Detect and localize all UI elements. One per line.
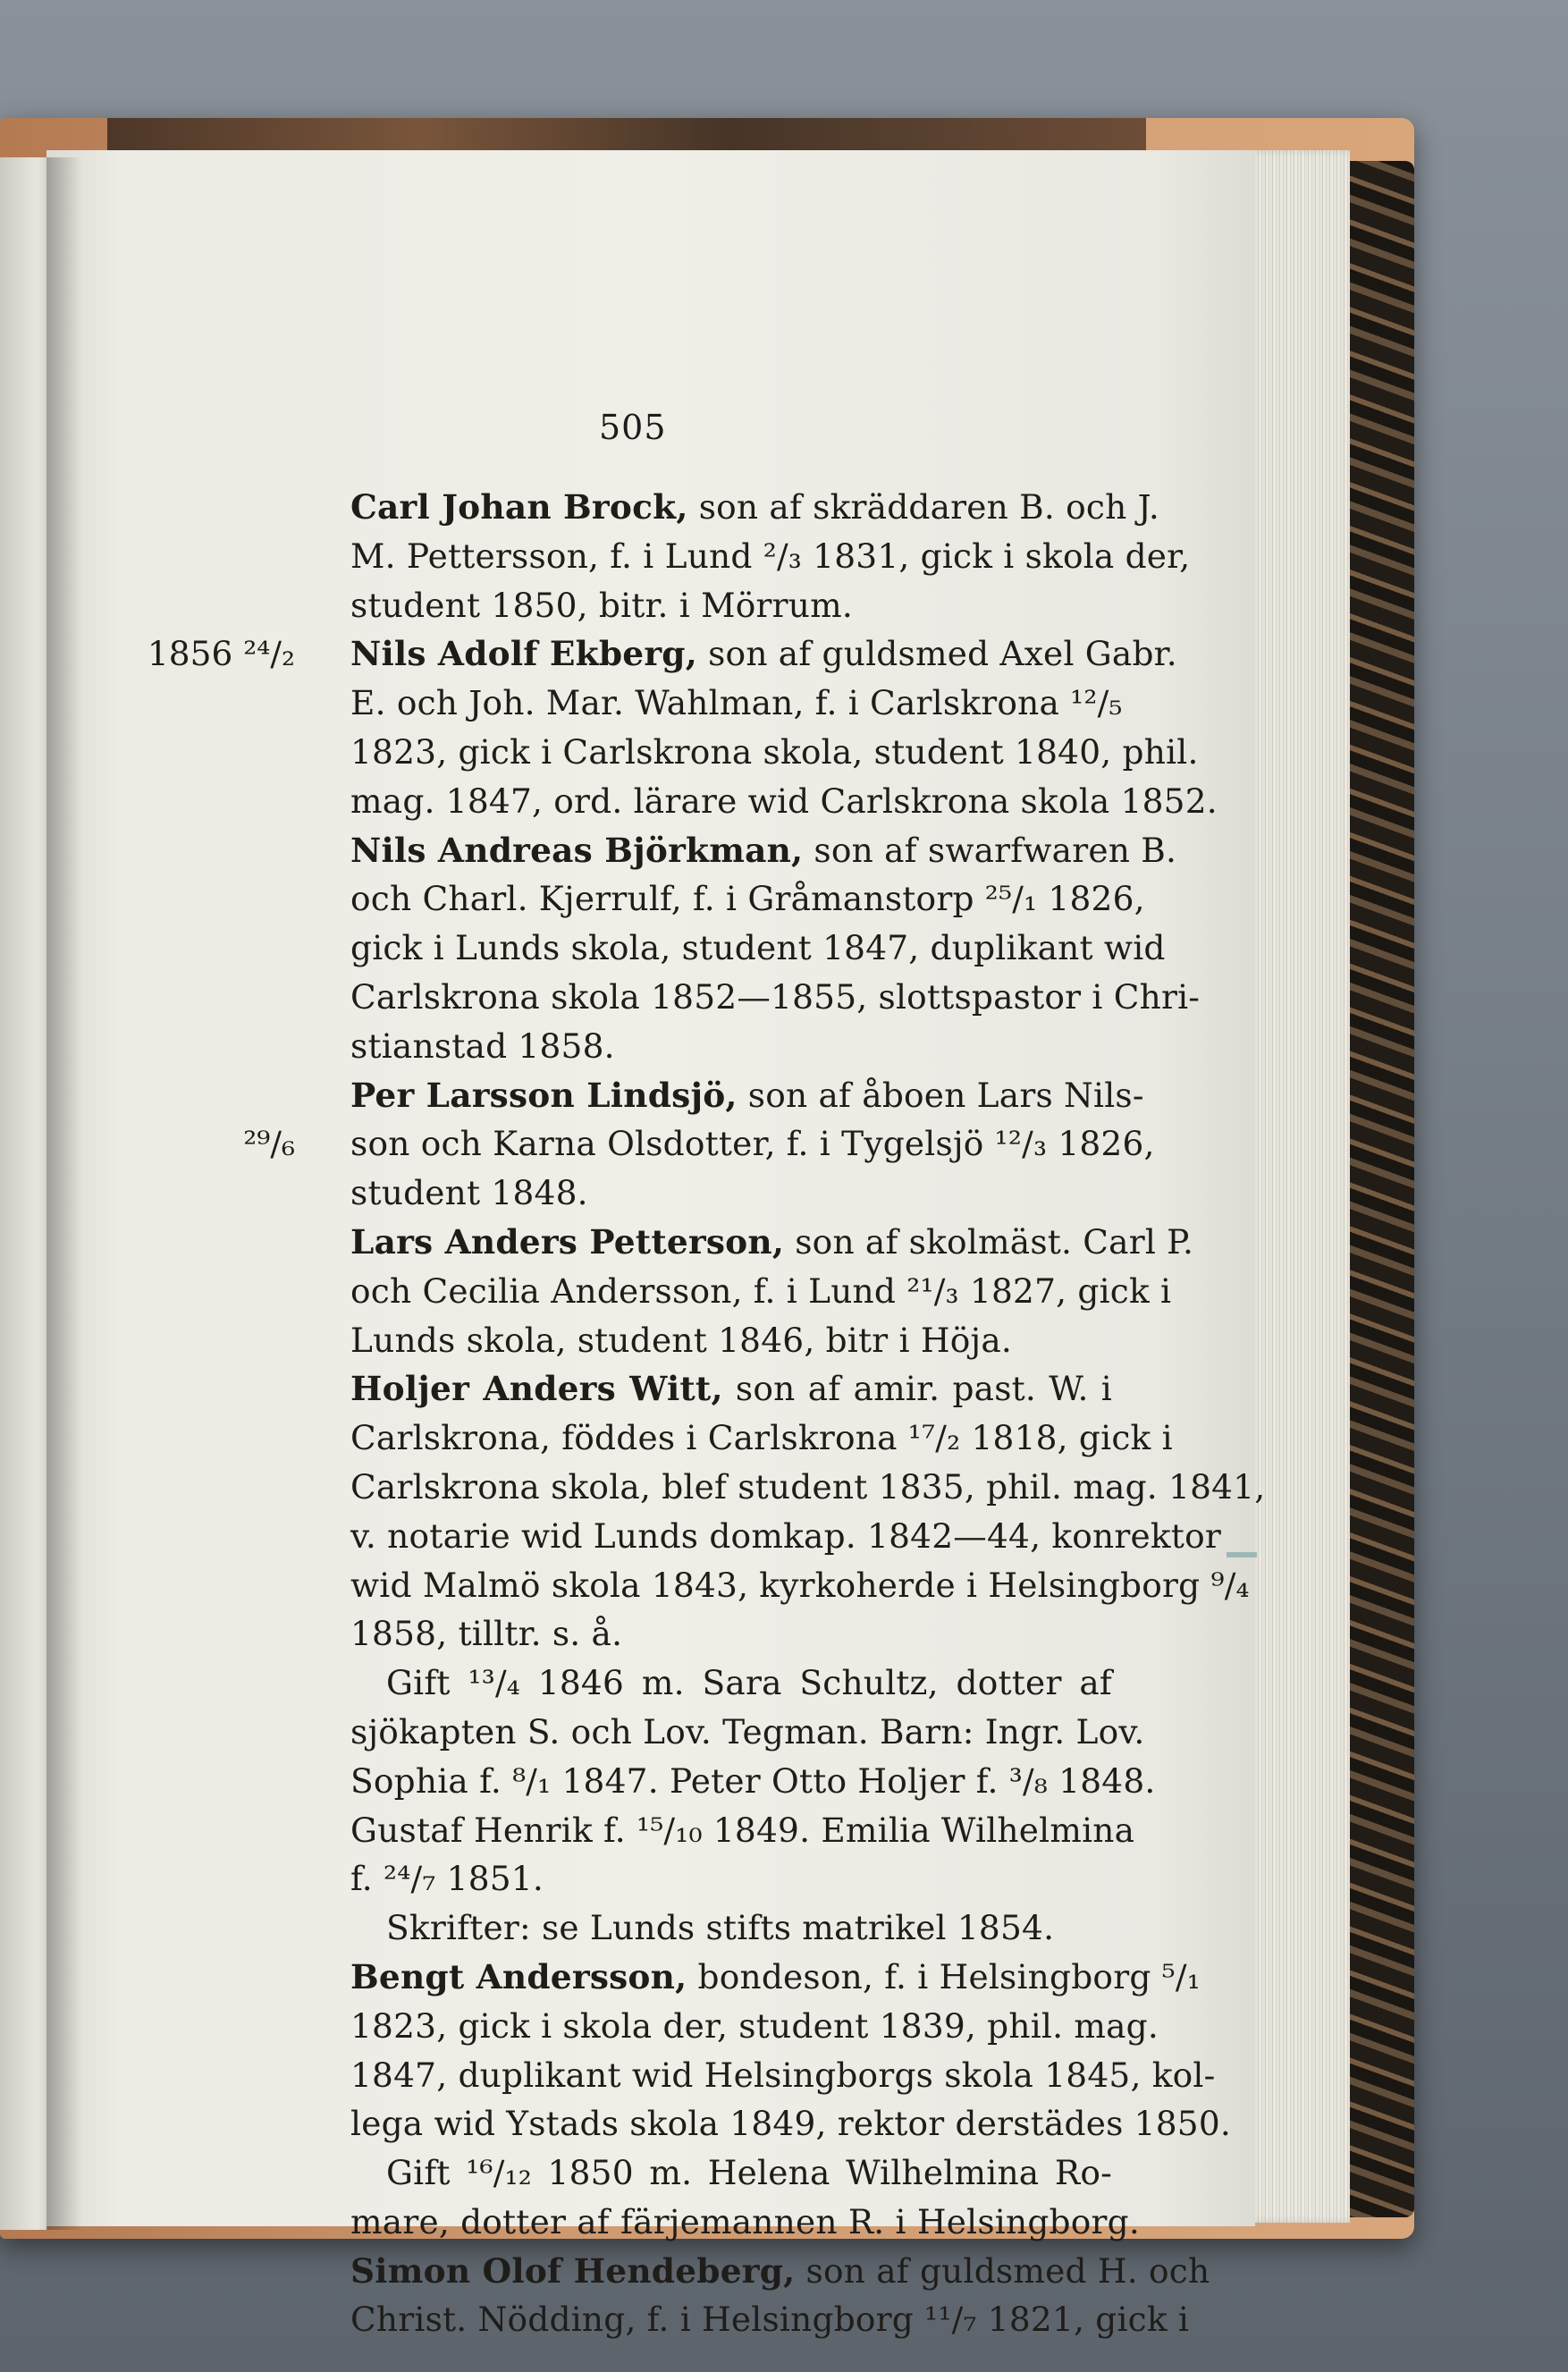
marbled-edge bbox=[1348, 161, 1414, 2217]
line-text: son af swarfwaren B. bbox=[803, 830, 1177, 870]
line-text: Christ. Nödding, f. i Helsingborg ¹¹/₇ 1821, gick i bbox=[350, 2300, 1190, 2340]
line-text: son och Karna Olsdotter, f. i Tygelsjö ¹²/₃ 1826, bbox=[350, 1124, 1155, 1164]
line-text: f. ²⁴/₇ 1851. bbox=[350, 1859, 544, 1899]
text-line bbox=[350, 483, 1160, 532]
text-line bbox=[350, 826, 1177, 875]
text-line bbox=[350, 1071, 1144, 1120]
text-line bbox=[350, 2002, 1159, 2051]
margin-date: 1856 ²⁴/₂ bbox=[147, 634, 295, 674]
text-line bbox=[350, 2247, 1210, 2296]
text-line bbox=[350, 1953, 1201, 2002]
line-text: Gift ¹³/₄ 1846 m. Sara Schultz, dotter af bbox=[386, 1663, 1112, 1703]
line-text: Carlskrona skola 1852—1855, slottspastor i Chri- bbox=[350, 976, 1201, 1017]
text-line bbox=[350, 777, 1218, 826]
line-text: student 1848. bbox=[350, 1173, 588, 1213]
text-line bbox=[350, 1806, 1135, 1855]
text-line bbox=[350, 728, 1199, 777]
line-text: bondeson, f. i Helsingborg ⁵/₁ bbox=[687, 1956, 1201, 1996]
text-line bbox=[350, 1609, 1112, 1659]
line-text: Gustaf Henrik f. ¹⁵/₁₀ 1849. Emilia Wilhelmina bbox=[350, 1810, 1135, 1850]
book-page bbox=[46, 150, 1266, 2340]
text-line bbox=[350, 1364, 1112, 1414]
text-line bbox=[350, 1169, 1112, 1218]
text-line bbox=[350, 924, 1166, 973]
person-name: Bengt Andersson, bbox=[350, 1956, 687, 1996]
line-text: sjökapten S. och Lov. Tegman. Barn: Ingr. Lov. bbox=[350, 1711, 1145, 1752]
left-page bbox=[0, 157, 48, 2230]
text-line bbox=[350, 1267, 1172, 1316]
line-text: Skrifter: se Lunds stifts matrikel 1854. bbox=[386, 1908, 1055, 1948]
bookmark-strip bbox=[1227, 1552, 1257, 1557]
line-text: 1858, tilltr. s. å. bbox=[350, 1614, 623, 1654]
line-text: Carlskrona skola, blef student 1835, phil. mag. 1841, bbox=[350, 1466, 1266, 1507]
line-text: 1823, gick i skola der, student 1839, phil. mag. bbox=[350, 2005, 1159, 2046]
line-text: student 1850, bitr. i Mörrum. bbox=[350, 585, 853, 625]
text-line bbox=[350, 1904, 1112, 1953]
text-line bbox=[350, 2148, 1112, 2198]
line-text: M. Pettersson, f. i Lund ²/₃ 1831, gick i skola der, bbox=[350, 536, 1191, 576]
person-name: Holjer Anders Witt, bbox=[350, 1369, 723, 1409]
line-text: och Charl. Kjerrulf, f. i Gråmanstorp ²⁵/₁ 1826, bbox=[350, 879, 1145, 919]
line-text: Gift ¹⁶/₁₂ 1850 m. Helena Wilhelmina Ro- bbox=[386, 2153, 1112, 2193]
text-line bbox=[350, 2051, 1216, 2100]
text-line bbox=[350, 2295, 1190, 2344]
gutter-shadow bbox=[46, 157, 82, 2230]
text-line bbox=[350, 1659, 1112, 1708]
line-text: gick i Lunds skola, student 1847, duplikant wid bbox=[350, 928, 1166, 968]
text-line bbox=[350, 581, 1112, 630]
text-line bbox=[350, 629, 1177, 679]
line-text: son af amir. past. W. i bbox=[722, 1369, 1112, 1409]
text-line bbox=[350, 2099, 1232, 2148]
line-text: Lunds skola, student 1846, bitr i Höja. bbox=[350, 1320, 1013, 1360]
person-name: Per Larsson Lindsjö, bbox=[350, 1075, 738, 1115]
text-line bbox=[350, 1022, 1112, 1071]
line-text: och Cecilia Andersson, f. i Lund ²¹/₃ 1827, gick i bbox=[350, 1270, 1172, 1311]
line-text: 1847, duplikant wid Helsingborgs skola 1845, kol- bbox=[350, 2055, 1216, 2095]
text-line bbox=[350, 1218, 1194, 1267]
line-text: mare, dotter af färjemannen R. i Helsingborg. bbox=[350, 2201, 1140, 2241]
page-number: 505 bbox=[599, 408, 667, 447]
text-line bbox=[350, 1708, 1145, 1757]
line-text: son af skräddaren B. och J. bbox=[687, 487, 1160, 527]
text-line bbox=[350, 874, 1145, 924]
page-body bbox=[350, 483, 1266, 2344]
line-text: mag. 1847, ord. lärare wid Carlskrona skola 1852. bbox=[350, 781, 1218, 821]
line-text: 1823, gick i Carlskrona skola, student 1840, phil. bbox=[350, 731, 1199, 772]
margin-date: ²⁹/₆ bbox=[243, 1124, 295, 1164]
person-name: Simon Olof Hendeberg, bbox=[350, 2250, 796, 2291]
text-line bbox=[350, 1119, 1155, 1169]
person-name: Lars Anders Petterson, bbox=[350, 1221, 785, 1262]
text-line bbox=[350, 1316, 1112, 1365]
line-text: son af skolmäst. Carl P. bbox=[784, 1221, 1194, 1262]
text-line bbox=[350, 2198, 1140, 2247]
cover-top-edge bbox=[107, 118, 1146, 154]
text-line bbox=[350, 1463, 1266, 1512]
line-text: Carlskrona, föddes i Carlskrona ¹⁷/₂ 1818, gick i bbox=[350, 1418, 1173, 1458]
line-text: E. och Joh. Mar. Wahlman, f. i Carlskrona ¹²/₅ bbox=[350, 683, 1123, 723]
line-text: son af åboen Lars Nils- bbox=[737, 1075, 1144, 1115]
text-line bbox=[350, 1414, 1173, 1463]
line-text: son af guldsmed H. och bbox=[795, 2250, 1210, 2291]
person-name: Carl Johan Brock, bbox=[350, 487, 688, 527]
text-line bbox=[350, 1512, 1221, 1561]
line-text: lega wid Ystads skola 1849, rektor derstädes 1850. bbox=[350, 2104, 1232, 2144]
text-line bbox=[350, 679, 1123, 728]
text-line bbox=[350, 532, 1191, 581]
line-text: stianstad 1858. bbox=[350, 1026, 615, 1066]
text-line bbox=[350, 1854, 1112, 1904]
person-name: Nils Adolf Ekberg, bbox=[350, 634, 697, 674]
person-name: Nils Andreas Björkman, bbox=[350, 830, 804, 870]
text-line bbox=[350, 973, 1201, 1022]
line-text: v. notarie wid Lunds domkap. 1842—44, konrektor bbox=[350, 1515, 1221, 1556]
line-text: wid Malmö skola 1843, kyrkoherde i Helsingborg ⁹/₄ bbox=[350, 1565, 1250, 1605]
text-line bbox=[350, 1561, 1250, 1610]
line-text: Sophia f. ⁸/₁ 1847. Peter Otto Holjer f. ³/₈ 1848. bbox=[350, 1760, 1156, 1801]
text-line bbox=[350, 1757, 1156, 1806]
line-text: son af guldsmed Axel Gabr. bbox=[696, 634, 1177, 674]
